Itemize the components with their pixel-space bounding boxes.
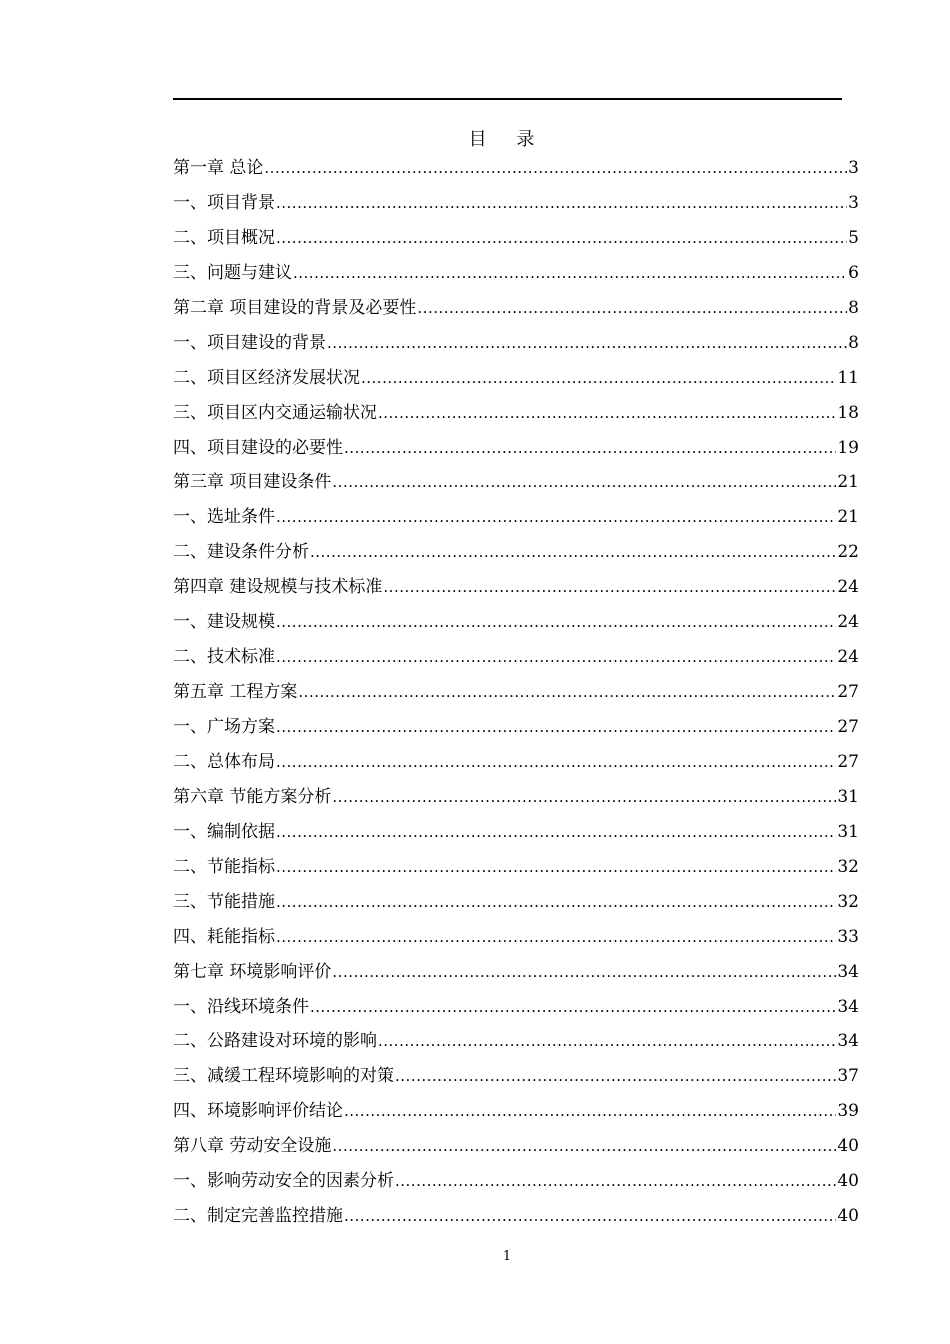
toc-entry[interactable] [173, 889, 859, 924]
toc-entry-page: 3 [848, 192, 859, 213]
toc-entry[interactable] [173, 784, 859, 819]
toc-entry-label: 二、技术标准 [173, 647, 275, 668]
toc-entry[interactable] [173, 435, 859, 470]
toc-entry[interactable] [173, 539, 859, 574]
toc-entry-label: 四、项目建设的必要性 [173, 437, 343, 458]
toc-entry-page: 22 [837, 542, 859, 563]
toc-entry[interactable] [173, 679, 859, 714]
toc-entry-label: 第六章 节能方案分析 [173, 786, 332, 807]
toc-entry-label: 第三章 项目建设条件 [173, 472, 332, 493]
toc-entry-label: 二、建设条件分析 [173, 542, 309, 563]
toc-entry[interactable] [173, 155, 859, 190]
toc-entry-label: 三、减缓工程环境影响的对策 [173, 1066, 394, 1087]
toc-entry-label: 四、耗能指标 [173, 926, 275, 947]
toc-entry[interactable] [173, 504, 859, 539]
toc-entry-label: 二、项目概况 [173, 227, 275, 248]
toc-dot-leader [276, 890, 836, 914]
toc-dot-leader [361, 366, 836, 390]
toc-dot-leader [276, 925, 836, 949]
toc-entry-label: 一、项目背景 [173, 192, 275, 213]
toc-dot-leader [276, 715, 836, 739]
toc-entry[interactable] [173, 1133, 859, 1168]
toc-entry[interactable] [173, 854, 859, 889]
toc-entry-page: 40 [837, 1136, 859, 1157]
toc-entry[interactable] [173, 190, 859, 225]
toc-entry-label: 一、编制依据 [173, 821, 275, 842]
toc-dot-leader [332, 470, 836, 494]
toc-dot-leader [293, 261, 847, 285]
toc-dot-leader [276, 750, 836, 774]
toc-dot-leader [395, 1169, 836, 1193]
toc-dot-leader [327, 331, 847, 355]
toc-entry-page: 19 [837, 437, 859, 458]
toc-entry-page: 6 [848, 262, 859, 283]
toc-entry-page: 32 [837, 856, 859, 877]
toc-entry[interactable] [173, 644, 859, 679]
toc-entry-page: 34 [837, 996, 859, 1017]
toc-dot-leader [276, 226, 847, 250]
toc-entry-label: 二、公路建设对环境的影响 [173, 1031, 377, 1052]
toc-entry-page: 32 [837, 891, 859, 912]
toc-dot-leader [378, 1029, 836, 1053]
toc-entry-page: 40 [837, 1206, 859, 1227]
toc-entry[interactable] [173, 959, 859, 994]
toc-entry-page: 5 [848, 227, 859, 248]
toc-entry-page: 11 [837, 367, 859, 388]
toc-entry[interactable] [173, 365, 859, 400]
toc-dot-leader [310, 995, 836, 1019]
toc-entry-page: 21 [837, 472, 859, 493]
toc-entry-page: 24 [837, 647, 859, 668]
toc-entry-label: 一、影响劳动安全的因素分析 [173, 1171, 394, 1192]
toc-dot-leader [395, 1064, 836, 1088]
toc-entry[interactable] [173, 330, 859, 365]
toc-entry[interactable] [173, 714, 859, 749]
toc-entry[interactable] [173, 609, 859, 644]
toc-dot-leader [344, 436, 836, 460]
toc-dot-leader [332, 960, 836, 984]
toc-entry[interactable] [173, 225, 859, 260]
toc-entry[interactable] [173, 1203, 859, 1238]
toc-dot-leader [378, 401, 836, 425]
toc-entry-label: 第二章 项目建设的背景及必要性 [173, 297, 417, 318]
toc-entry-label: 三、节能措施 [173, 891, 275, 912]
toc-entry-page: 24 [837, 612, 859, 633]
toc-dot-leader [276, 191, 847, 215]
toc-entry-label: 第七章 环境影响评价 [173, 961, 332, 982]
toc-entry[interactable] [173, 994, 859, 1029]
toc-entry-page: 18 [837, 402, 859, 423]
toc-entry-page: 31 [837, 821, 859, 842]
toc-entry-label: 一、建设规模 [173, 612, 275, 633]
toc-entry-label: 二、项目区经济发展状况 [173, 367, 360, 388]
toc-entry-label: 三、项目区内交通运输状况 [173, 402, 377, 423]
toc-dot-leader [276, 610, 836, 634]
toc-dot-leader [332, 785, 836, 809]
table-of-contents [173, 155, 859, 1238]
toc-dot-leader [276, 820, 836, 844]
toc-entry-label: 一、广场方案 [173, 717, 275, 737]
toc-entry-page: 33 [837, 926, 859, 947]
toc-entry[interactable] [173, 574, 859, 609]
toc-dot-leader [383, 575, 836, 599]
toc-entry-label: 二、制定完善监控措施 [173, 1206, 343, 1227]
page-number: 1 [502, 1249, 512, 1264]
toc-entry-label: 一、选址条件 [173, 507, 275, 528]
toc-title: 目 录 [468, 129, 547, 150]
toc-entry-page: 3 [848, 158, 859, 178]
toc-entry-label: 二、总体布局 [173, 751, 275, 772]
toc-dot-leader [344, 1204, 836, 1228]
toc-entry-page: 34 [837, 1031, 859, 1052]
toc-dot-leader [298, 680, 836, 704]
toc-entry-label: 第四章 建设规模与技术标准 [173, 577, 383, 598]
toc-entry-page: 8 [848, 332, 859, 353]
toc-entry-label: 二、节能指标 [173, 856, 275, 877]
header-rule [173, 98, 842, 100]
toc-entry[interactable] [173, 295, 859, 330]
toc-entry-page: 34 [837, 961, 859, 982]
toc-dot-leader [276, 505, 836, 529]
toc-entry-page: 27 [837, 751, 859, 772]
toc-entry-page: 31 [837, 786, 859, 807]
toc-dot-leader [417, 296, 847, 320]
toc-dot-leader [332, 1134, 836, 1158]
toc-entry-page: 39 [837, 1101, 859, 1122]
toc-entry-page: 8 [848, 297, 859, 318]
toc-entry[interactable] [173, 749, 859, 784]
toc-entry-page: 37 [837, 1066, 859, 1087]
toc-entry[interactable] [173, 1098, 859, 1133]
toc-dot-leader [310, 540, 836, 564]
toc-entry-label: 第五章 工程方案 [173, 682, 298, 703]
toc-entry[interactable] [173, 1168, 859, 1203]
toc-entry-page: 21 [837, 507, 859, 528]
toc-entry[interactable] [173, 1063, 859, 1098]
toc-entry-page: 40 [837, 1171, 859, 1192]
toc-entry[interactable] [173, 819, 859, 854]
toc-entry[interactable] [173, 1028, 859, 1063]
toc-entry[interactable] [173, 924, 859, 959]
toc-entry-label: 一、项目建设的背景 [173, 332, 326, 353]
toc-entry[interactable] [173, 469, 859, 504]
toc-entry-label: 第一章 总论 [173, 158, 264, 178]
toc-entry-label: 第八章 劳动安全设施 [173, 1136, 332, 1157]
toc-dot-leader [264, 156, 847, 180]
toc-entry-label: 一、沿线环境条件 [173, 996, 309, 1017]
toc-entry[interactable] [173, 260, 859, 295]
toc-entry[interactable] [173, 400, 859, 435]
toc-entry-label: 三、问题与建议 [173, 262, 292, 283]
toc-entry-page: 27 [837, 717, 859, 737]
toc-dot-leader [344, 1099, 836, 1123]
toc-entry-page: 27 [837, 682, 859, 703]
toc-dot-leader [276, 645, 836, 669]
toc-entry-page: 24 [837, 577, 859, 598]
toc-entry-label: 四、环境影响评价结论 [173, 1101, 343, 1122]
toc-dot-leader [276, 855, 836, 879]
